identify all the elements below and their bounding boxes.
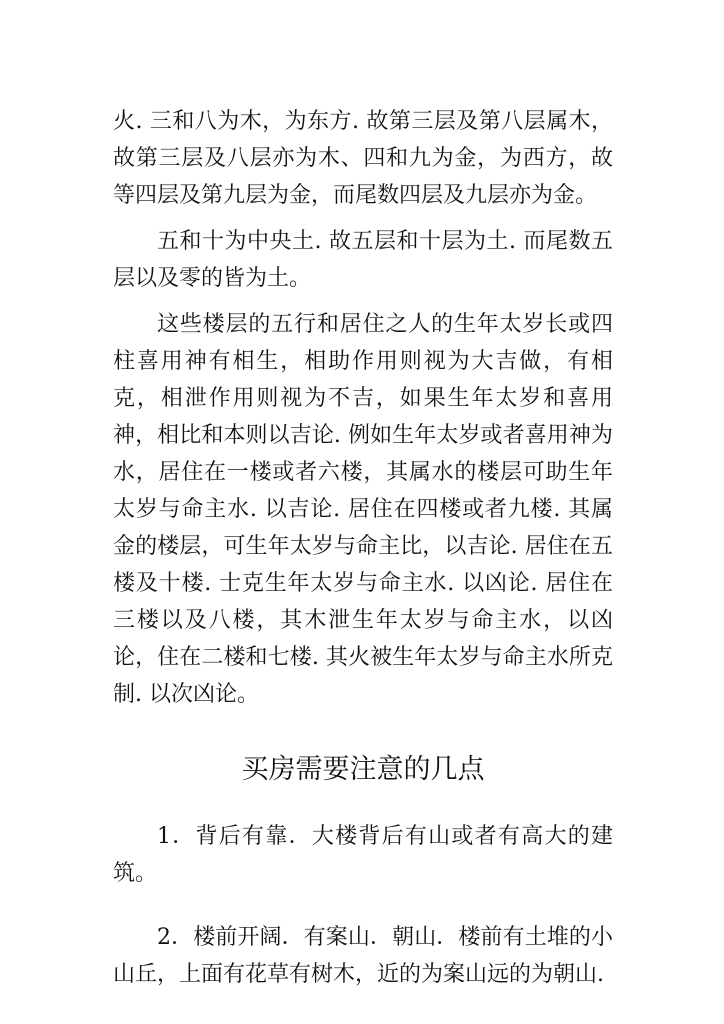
- document-body: [113, 103, 613, 993]
- paragraph-2: 五和十为中央土. 故五层和十层为土. 而尾数五层以及零的皆为土。: [113, 229, 613, 291]
- list-item-1: 1．背后有靠．大楼背后有山或者有高大的建筑。: [113, 824, 613, 886]
- section-heading: 买房需要注意的几点: [241, 754, 485, 785]
- paragraph-1: 火. 三和八为木，为东方. 故第三层及第八层属木，故第三层及八层亦为木、四和九为金，为西方，故等四层及第九层为金，而尾数四层及九层亦为金。: [113, 109, 613, 208]
- list-item-2: 2．楼前开阔．有案山．朝山．楼前有土堆的小山丘，上面有花草有树木，近的为案山远的为朝山.: [113, 925, 613, 987]
- paragraph-3: 这些楼层的五行和居住之人的生年太岁长或四柱喜用神有相生，相助作用则视为大吉做，有相克，相泄作用则视为不吉，如果生年太岁和喜用神，相比和本则以吉论. 例如生年太岁或者喜用神为水，居住在一楼或者六楼，其属水的楼层可助生年太岁与命主水. 以吉论. 居住在四楼或者九楼. 其属金的楼层，可生年太岁与命主比，以吉论. 居住在五楼及十楼. 士克生年太岁与命主水. 以凶论. 居住在三楼以及八楼，其木泄生年太岁与命主水，以凶论，住在二楼和七楼. 其火被生年太岁与命主水所克制. 以次凶论。: [113, 312, 613, 707]
